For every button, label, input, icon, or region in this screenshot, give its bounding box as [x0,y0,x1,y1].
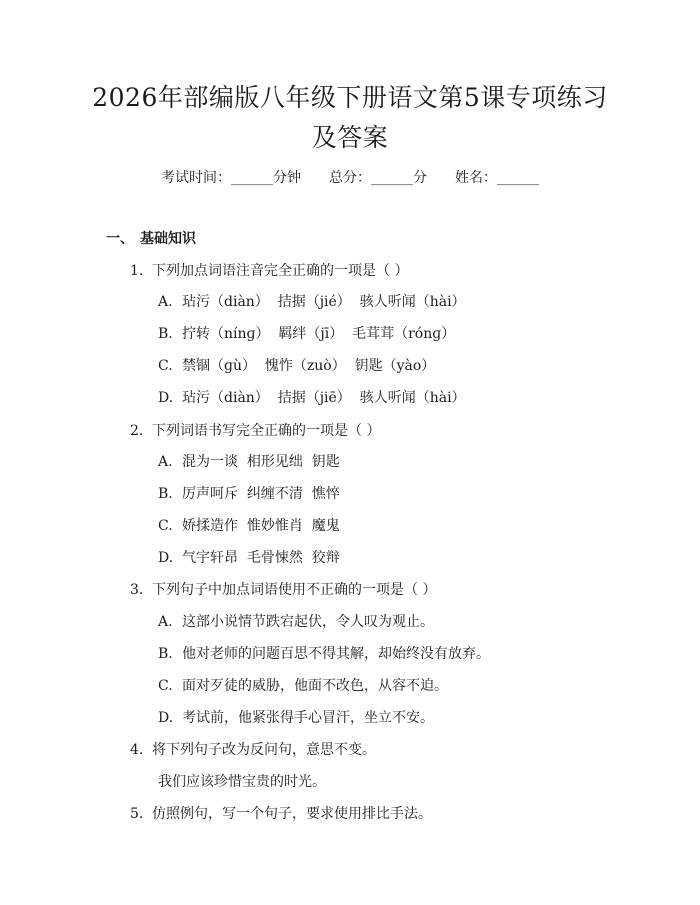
section-number: 一、 [106,231,134,247]
option-label: B. [158,486,173,502]
question-number: 5. [130,806,144,822]
question-number: 4. [130,742,144,758]
question-4-sentence: 我们应该珍惜宝贵的时光。 [158,774,326,790]
question-text: 将下列句子改为反问句，意思不变。 [152,742,376,758]
question-3-option-c [158,676,448,696]
option-label: A. [158,294,173,310]
option-label: D. [158,390,174,406]
option-label: A. [158,454,173,470]
question-1-option-d [158,388,466,408]
option-text: 禁锢（ɡù） 愧怍（zuò） 钥匙（yào） [182,358,436,374]
question-4 [130,740,376,760]
option-text: 混为一谈 相形见绌 钥匙 [182,454,340,470]
option-text: 他对老师的问题百思不得其解，却始终没有放弃。 [182,646,490,662]
question-number: 2. [130,423,144,439]
option-text: 面对歹徒的威胁，他面不改色，从容不迫。 [182,678,448,694]
question-number: 1. [130,263,144,279]
option-text: 厉声呵斥 纠缠不清 憔悴 [182,486,340,502]
option-text: 考试前，他紧张得手心冒汗，坐立不安。 [182,710,434,726]
question-number: 3. [130,582,144,598]
section-heading [106,229,196,249]
question-3-option-d [158,708,434,728]
section-label: 基础知识 [140,231,196,247]
option-text: 气宇轩昂 毛骨悚然 狡辩 [182,550,340,566]
exam-meta [0,168,700,188]
question-text: 下列词语书写完全正确的一项是（ ） [152,423,381,439]
option-label: C. [158,678,173,694]
question-3-option-b [158,644,490,664]
question-2 [130,421,380,441]
question-5 [130,804,432,824]
option-text: 玷污（diàn） 拮据（jiē） 骇人听闻（hài） [182,390,466,406]
option-label: B. [158,646,173,662]
option-label: C. [158,518,173,534]
option-text: 娇揉造作 惟妙惟肖 魔鬼 [182,518,340,534]
question-2-option-a [158,452,340,472]
question-text: 下列句子中加点词语使用不正确的一项是（ ） [152,582,437,598]
question-2-option-d [158,548,340,568]
document-title: 2026年部编版八年级下册语文第5课专项练习及答案 [92,83,608,152]
question-1-option-b [158,324,455,344]
question-1 [130,261,408,281]
student-name: 姓名：______ [455,170,539,186]
option-label: A. [158,614,173,630]
option-label: B. [158,326,173,342]
option-text: 这部小说情节跌宕起伏，令人叹为观止。 [182,614,434,630]
question-2-option-b [158,484,340,504]
option-label: D. [158,550,174,566]
question-1-option-c [158,356,435,376]
question-text: 下列加点词语注音完全正确的一项是（ ） [152,263,409,279]
question-text: 仿照例句，写一个句子，要求使用排比手法。 [152,806,432,822]
option-label: C. [158,358,173,374]
question-3-option-a [158,612,434,632]
question-1-option-a [158,292,466,312]
exam-total-score: 总分：______分 [329,170,427,186]
question-3 [130,580,436,600]
option-text: 玷污（diàn） 拮据（jié） 骇人听闻（hài） [182,294,466,310]
option-text: 拧转（nínɡ） 羁绊（jī） 毛茸茸（rónɡ） [182,326,456,342]
exam-time: 考试时间：______分钟 [161,170,301,186]
option-label: D. [158,710,174,726]
question-2-option-c [158,516,340,536]
